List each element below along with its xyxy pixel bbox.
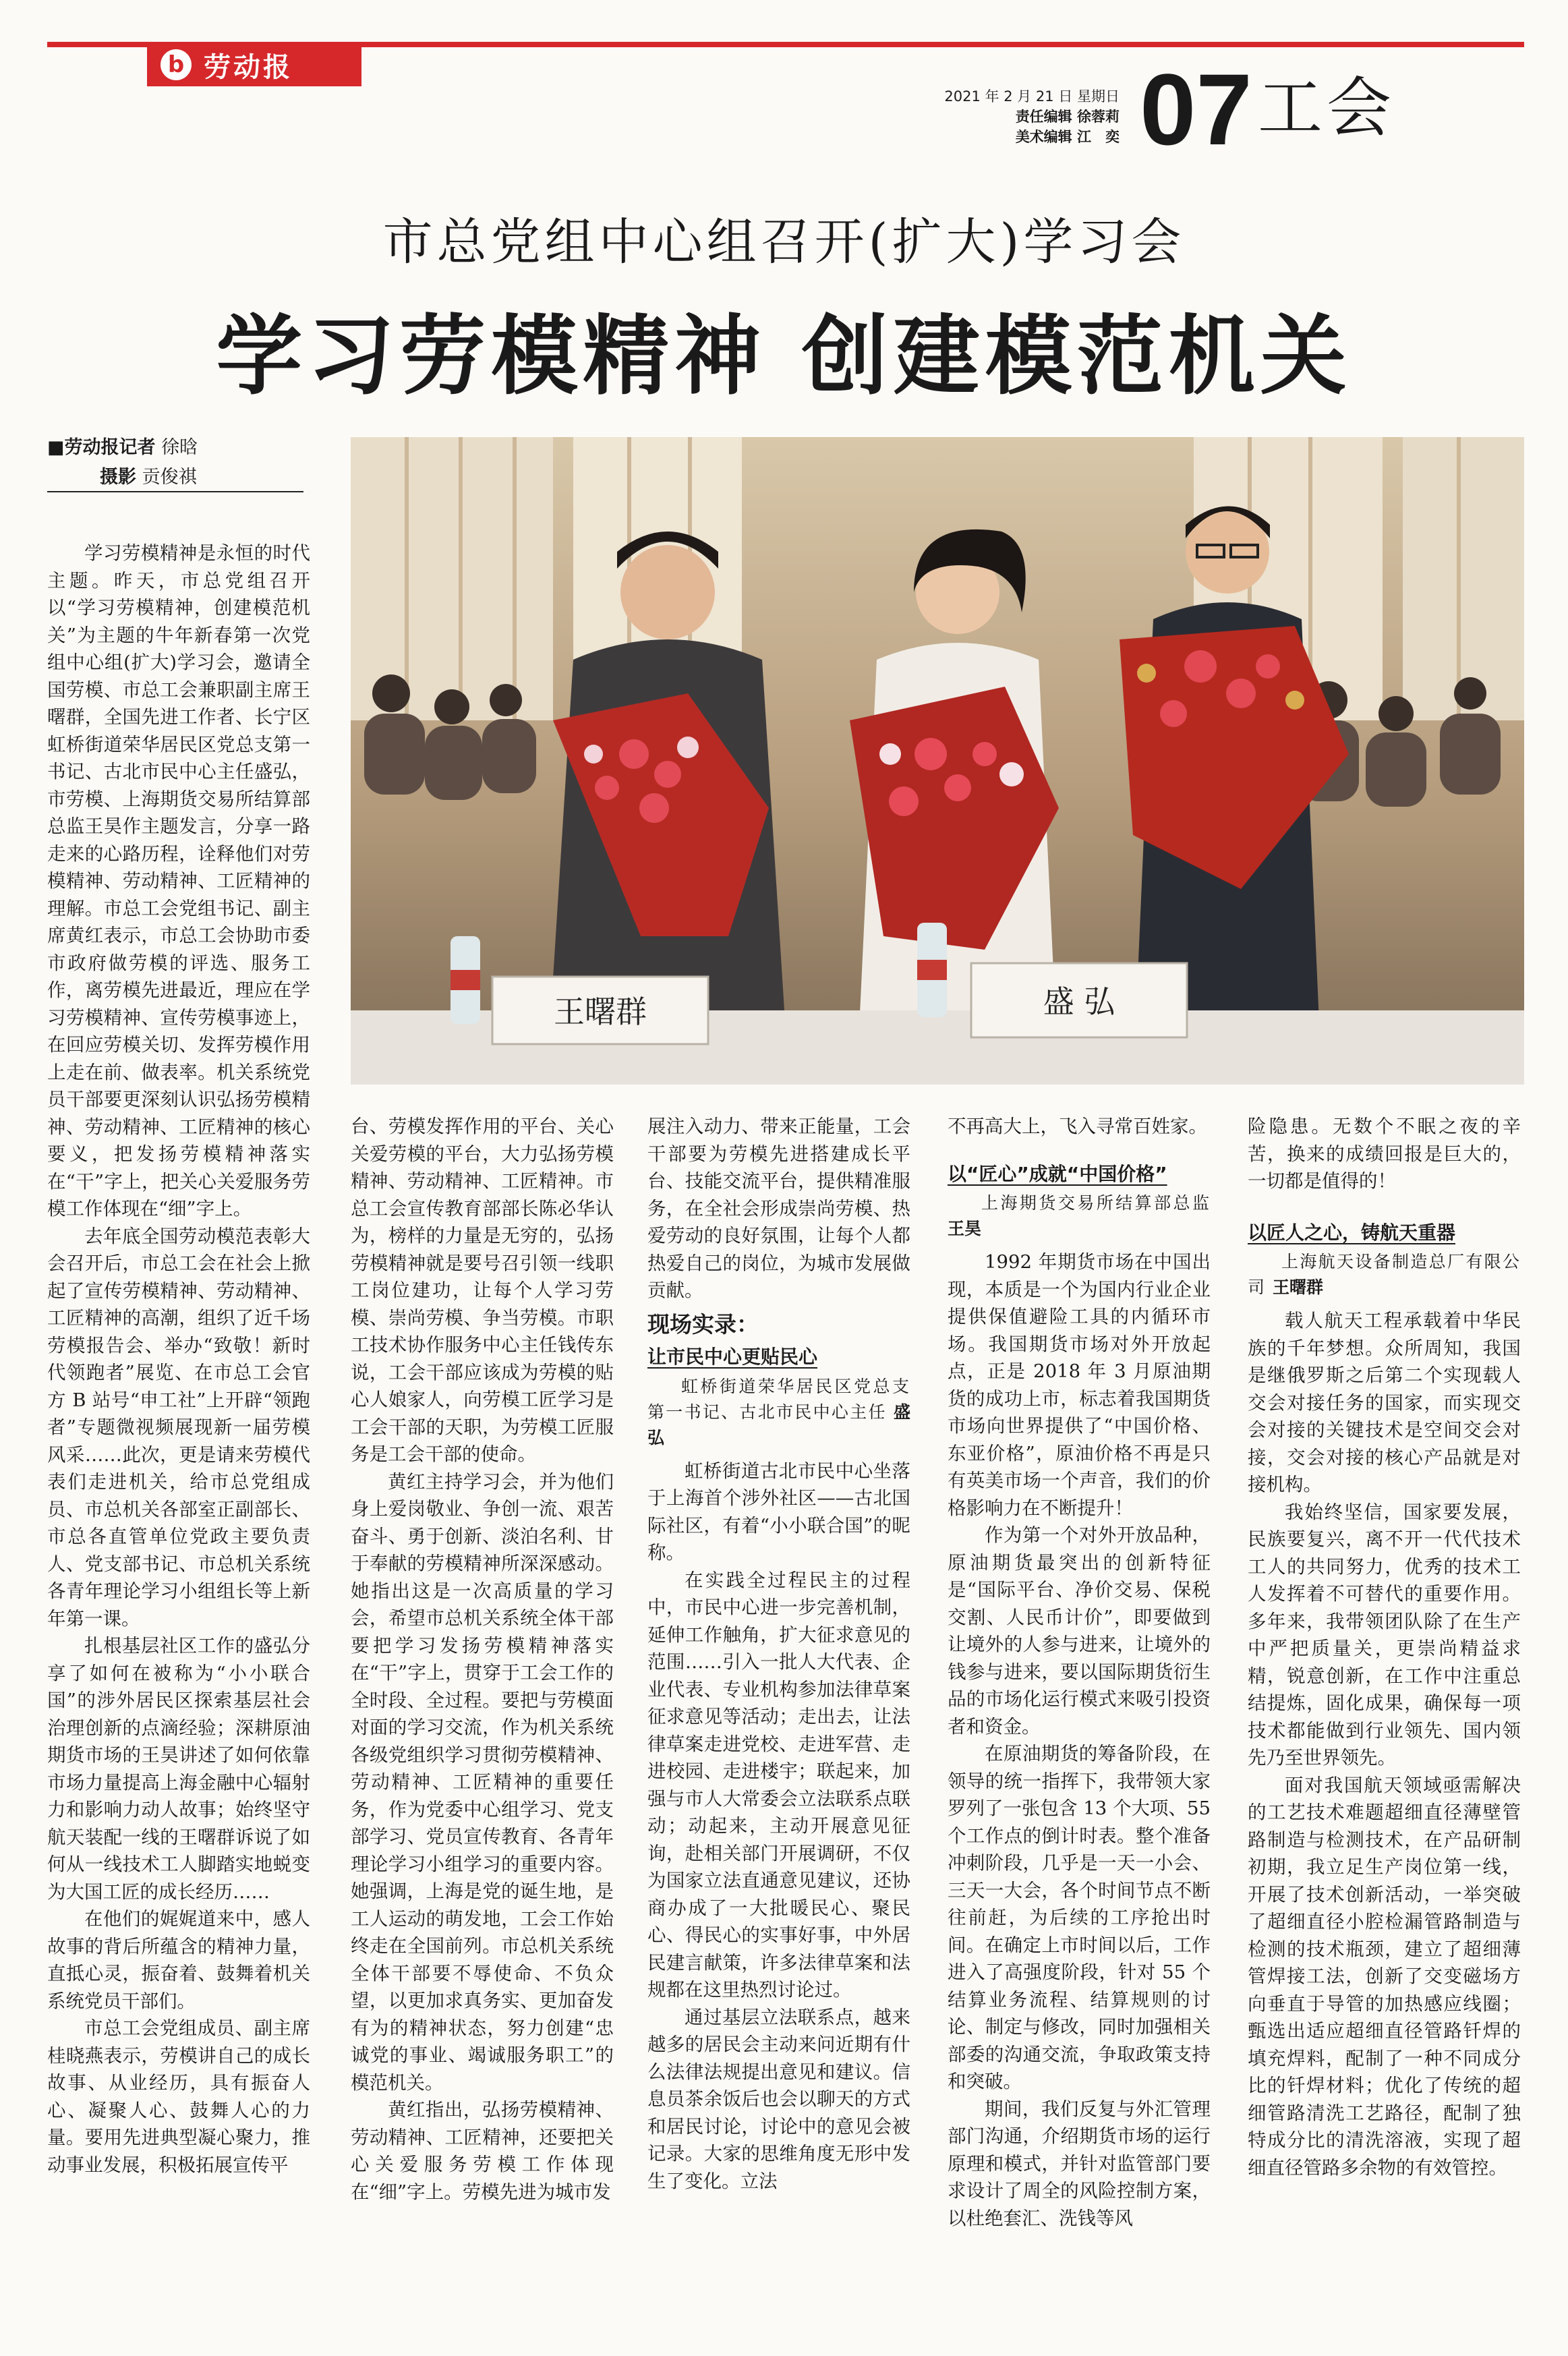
art-editor: 美术编辑 江 奕 (1015, 129, 1120, 145)
paragraph: 1992 年期货市场在中国出现，本质是一个为国内行业企业提供保值避险工具的内循环市场。我国期货市场对外开放起点，正是 2018 年 3 月原油期货的成功上市，标志着我国期货市场向世界提供了“中国价格、东亚价格”，原油价格不再是只有英美市场一个声音，我们的价格影响力在不断提升！ (948, 1251, 1211, 1519)
speaker-name: 王曙群 (1272, 1277, 1323, 1297)
photo-illustration (351, 437, 1524, 1085)
article-subtitle: 市总党组中心组召开(扩大)学习会 (382, 213, 1186, 271)
masthead-logo (147, 43, 361, 86)
paragraph: 在原油期货的筹备阶段，在领导的统一指挥下，我带领大家罗列了一张包含 13 个大项、55 个工作点的倒计时表。整个准备冲刺阶段，几乎是一天一小会、三天一大会，各个时间节点不断往前赶，为后续的工序抢出时间。在确定上市时间以后，工作进入了高强度阶段，针对 55 个结算业务流程、结算规则的讨论、制定与修改，同时加强相关部委的沟通交流，争取政策支持和突破。 (948, 1743, 1211, 2092)
speaker-credit: 上海期货交易所结算部总监 王昊 (948, 1193, 1211, 1238)
body-column-2 (351, 1113, 614, 2206)
brand-name: 劳动报 (204, 51, 293, 83)
paragraph: 台、劳模发挥作用的平台、关心关爱劳模的平台，大力弘扬劳模精神、劳动精神、工匠精神。市总工会宣传教育部部长陈必华认为，榜样的力量是无穷的，弘扬劳模精神就是要号召引领一线职工岗位建功，让每个人学习劳模、崇尚劳模、争当劳模。市职工技术协作服务中心主任钱传东说，工会干部应该成为劳模的贴心人娘家人，向劳模工匠学习是工会干部的天职，为劳模工匠服务是工会干部的使命。 (351, 1116, 614, 1465)
reporter-label: ■劳动报记者 (47, 437, 156, 458)
paragraph: 期间，我们反复与外汇管理部门沟通，介绍期货市场的运行原理和模式，并针对监管部门要求设计了周全的风险控制方案，以杜绝套汇、洗钱等风 (948, 2098, 1211, 2229)
speaker-credit: 上海航天设备制造总厂有限公司 王曙群 (1248, 1252, 1521, 1297)
paragraph: 在他们的娓娓道来中，感人故事的背后所蕴含的精神力量，直抵心灵，振奋着、鼓舞着机关系统党员干部们。 (47, 1908, 310, 2012)
subsection-title: 以“匠心”成就“中国价格” (948, 1162, 1167, 1185)
paragraph: 展注入动力、带来正能量，工会干部要为劳模先进搭建成长平台、技能交流平台，提供精准服务，在全社会形成崇尚劳模、热爱劳动的良好氛围，让每个人都热爱自己的岗位，为城市发展做贡献。 (647, 1116, 910, 1301)
section-heading: 现场实录： (647, 1311, 759, 1338)
nameplate-2: 盛 弘 (1043, 983, 1115, 1020)
page-meta (944, 86, 1120, 147)
responsible-editor: 责任编辑 徐蓉莉 (1015, 109, 1120, 125)
article-photo (351, 437, 1524, 1085)
photographer-name: 贡俊祺 (142, 467, 197, 488)
speaker-credit: 虹桥街道荣华居民区党总支第一书记、古北市民中心主任 盛弘 (647, 1376, 910, 1447)
issue-date: 2021 年 2 月 21 日 星期日 (944, 88, 1120, 105)
paragraph: 去年底全国劳动模范表彰大会召开后，市总工会在社会上掀起了宣传劳模精神、劳动精神、工匠精神的高潮，组织了近千场劳模报告会、举办“致敬！新时代领跑者”展览、在市总工会官方 B 站号“申工社”上开辟“领跑者”专题微视频展现新一届劳模风采……此次，更是请来劳模代表们走进机关，给市总党组成员、市总机关各部室正副部长、市总各直管单位党政主要负责人、党支部书记、市总机关系统各青年理论学习小组组长等上新年第一课。 (47, 1225, 310, 1630)
byline-rule (47, 491, 303, 492)
photo-label: 摄影 (100, 467, 136, 488)
paragraph: 通过基层立法联系点，越来越多的居民会主动来问近期有什么法律法规提出意见和建议。信息员茶余饭后也会以聊天的方式和居民讨论，讨论中的意见会被记录。大家的思维角度无形中发生了变化。立法 (647, 2006, 910, 2192)
page-number: 07 (1140, 53, 1252, 166)
paragraph: 学习劳模精神是永恒的时代主题。昨天，市总党组召开以“学习劳模精神，创建模范机关”为主题的牛年新春第一次党组中心组(扩大)学习会，邀请全国劳模、市总工会兼职副主席王曙群，全国先进工作者、长宁区虹桥街道荣华居民区党总支第一书记、古北市民中心主任盛弘，市劳模、上海期货交易所结算部总监王昊作主题发言，分享一路走来的心路历程，诠释他们对劳模精神、劳动精神、工匠精神的理解。市总工会党组书记、副主席黄红表示，市总工会协助市委市政府做劳模的评选、服务工作，离劳模先进最近，理应在学习劳模精神、宣传劳模事迹上，在回应劳模关切、发挥劳模作用上走在前、做表率。机关系统党员干部要更深刻认识弘扬劳模精神、劳动精神、工匠精神的核心要义，把发扬劳模精神落实在“干”字上，把关心关爱服务劳模工作体现在“细”字上。 (47, 542, 310, 1219)
paragraph: 市总工会党组成员、副主席桂晓燕表示，劳模讲自己的成长故事、从业经历，具有振奋人心、凝聚人心、鼓舞人心的力量。要用先进典型凝心聚力，推动事业发展，积极拓展宣传平 (47, 2017, 310, 2176)
subsection-title: 让市民中心更贴民心 (647, 1346, 818, 1368)
speaker-name: 盛弘 (647, 1402, 910, 1447)
paragraph: 不再高大上，飞入寻常百姓家。 (948, 1116, 1207, 1137)
section-name: 工会 (1258, 70, 1395, 146)
byline (47, 433, 198, 492)
subsection-title: 以匠人之心，铸航天重器 (1248, 1221, 1456, 1244)
paragraph: 我始终坚信，国家要发展，民族要复兴，离不开一代代技术工人的共同努力，优秀的技术工人发挥着不可替代的重要作用。多年来，我带领团队除了在生产中严把质量关，更崇尚精益求精，锐意创新，在工作中注重总结提炼，固化成果，确保每一项技术都能做到行业领先、国内领先乃至世界领先。 (1248, 1501, 1521, 1769)
reporter-name: 徐晗 (161, 437, 198, 458)
paragraph: 作为第一个对外开放品种，原油期货最突出的创新特征是“国际平台、净价交易、保税交割、人民币计价”，即要做到让境外的人参与进来，让境外的钱参与进来，要以国际期货衍生品的市场化运行模式来吸引投资者和资金。 (948, 1524, 1211, 1737)
body-column-1 (47, 540, 310, 2179)
body-column-3 (647, 1113, 910, 2195)
speaker-name: 王昊 (948, 1219, 982, 1238)
paragraph: 面对我国航天领域亟需解决的工艺技术难题超细直径薄壁管路制造与检测技术，在产品研制初期，我立足生产岗位第一线，开展了技术创新活动，一举突破了超细直径小腔检漏管路制造与检测的技术瓶颈，建立了超细薄管焊接工法，创新了交变磁场方向垂直于导管的加热感应线圈；甄选出适应超细直径管路钎焊的填充焊料，配制了一种不同成分比的钎焊材料；优化了传统的超细管路清洗工艺路径，配制了独特成分比的清洗溶液，实现了超细直径管路多余物的有效管控。 (1248, 1774, 1521, 2179)
brand-icon: b (161, 49, 192, 80)
paragraph: 载人航天工程承载着中华民族的千年梦想。众所周知，我国是继俄罗斯之后第二个实现载人交会对接任务的国家，而实现交会对接的关键技术是空间交会对接，交会对接的核心产品就是对接机构。 (1248, 1310, 1521, 1495)
paragraph: 在实践全过程民主的过程中，市民中心进一步完善机制，延伸工作触角，扩大征求意见的范围……引入一批人大代表、企业代表、专业机构参加法律草案征求意见等活动；走出去，让法律草案走进党校、走进军营、走进校园、走进楼宇；联起来，加强与市人大常委会立法联系点联动；动起来，主动开展意见征询，赴相关部门开展调研，不仅为国家立法直通意见建议，还协商办成了一大批暖民心、聚民心、得民心的实事好事，中外居民建言献策，许多法律草案和法规都在这里热烈讨论过。 (647, 1569, 910, 2001)
paragraph: 虹桥街道古北市民中心坐落于上海首个涉外社区——古北国际社区，有着“小小联合国”的昵称。 (647, 1460, 910, 1563)
paragraph: 险隐患。无数个不眠之夜的辛苦，换来的成绩回报是巨大的，一切都是值得的！ (1248, 1116, 1521, 1192)
body-column-4 (948, 1113, 1211, 2232)
paragraph: 扎根基层社区工作的盛弘分享了如何在被称为“小小联合国”的涉外居民区探索基层社会治理创新的点滴经验；深耕原油期货市场的王昊讲述了如何依靠市场力量提高上海金融中心辐射力和影响力动人故事；始终坚守航天装配一线的王曙群诉说了如何从一线技术工人脚踏实地蜕变为大国工匠的成长经历…… (47, 1635, 310, 1903)
nameplate-1: 王曙群 (554, 994, 647, 1030)
paragraph: 黄红指出，弘扬劳模精神、劳动精神、工匠精神，还要把关心关爱服务劳模工作体现在“细”字上。劳模先进为城市发 (351, 2099, 614, 2203)
body-column-5 (1248, 1113, 1521, 2181)
paragraph: 黄红主持学习会，并为他们身上爱岗敬业、争创一流、艰苦奋斗、勇于创新、淡泊名利、甘于奉献的劳模精神所深深感动。她指出这是一次高质量的学习会，希望市总机关系统全体干部要把学习发扬劳模精神落实在“干”字上，贯穿于工会工作的全时段、全过程。要把与劳模面对面的学习交流，作为机关系统各级党组织学习贯彻劳模精神、劳动精神、工匠精神的重要任务，作为党委中心组学习、党支部学习、党员宣传教育、各青年理论学习小组学习的重要内容。她强调，上海是党的诞生地，是工人运动的萌发地，工会工作始终走在全国前列。市总机关系统全体干部要不辱使命、不负众望，以更加求真务实、更加奋发有为的精神状态，努力创建“忠诚党的事业、竭诚服务职工”的模范机关。 (351, 1470, 614, 2094)
article-headline: 学习劳模精神 创建模范机关 (216, 306, 1352, 407)
